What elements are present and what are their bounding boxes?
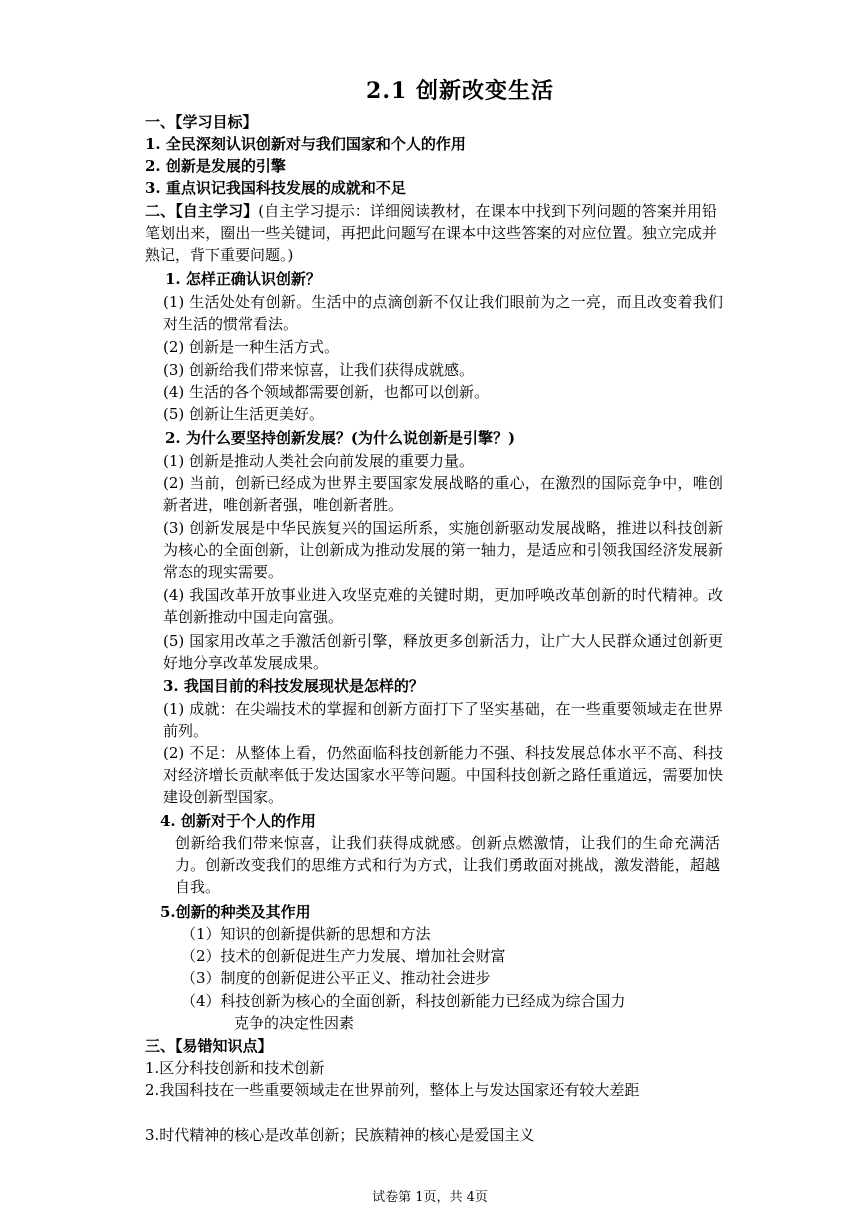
objective-item: 1. 全民深刻认识创新对与我们国家和个人的作用 xyxy=(145,135,466,153)
section-2-block xyxy=(145,200,717,266)
answer-item: (2) 当前，创新已经成为世界主要国家发展战略的重心，在激烈的国际竞争中，唯创新者进，唯创新者强，唯创新者胜。 xyxy=(163,474,723,514)
question-2: 2. 为什么要坚持创新发展？(为什么说创新是引擎？) xyxy=(165,429,516,447)
question-5: 5.创新的种类及其作用 xyxy=(160,903,311,921)
answer-item: （4）科技创新为核心的全面创新，科技创新能力已经成为综合国力 xyxy=(181,992,626,1010)
answer-item: （3）制度的创新促进公平正义、推动社会进步 xyxy=(181,969,491,987)
answer-item: (2) 不足：从整体上看，仍然面临科技创新能力不强、科技发展总体水平不高、科技对经济增长贡献率低于发达国家水平等问题。中国科技创新之路任重道远，需要加快建设创新型国家。 xyxy=(163,744,723,806)
mistake-item: 2.我国科技在一些重要领域走在世界前列，整体上与发达国家还有较大差距 xyxy=(145,1081,640,1099)
answer-item: (4) 生活的各个领域都需要创新，也都可以创新。 xyxy=(163,383,490,401)
answer-item: (1) 创新是推动人类社会向前发展的重要力量。 xyxy=(163,452,475,470)
answer-item: (1) 成就：在尖端技术的掌握和创新方面打下了坚实基础，在一些重要领域走在世界前列。 xyxy=(163,700,723,740)
answer-item: (4) 我国改革开放事业进入攻坚克难的关键时期，更加呼唤改革创新的时代精神。改革创新推动中国走向富强。 xyxy=(163,586,723,626)
answer-item: (3) 创新发展是中华民族复兴的国运所系，实施创新驱动发展战略，推进以科技创新为核心的全面创新，让创新成为推动发展的第一轴力，是适应和引领我国经济发展新常态的现实需要。 xyxy=(163,519,723,581)
answer-text: 创新给我们带来惊喜，让我们获得成就感。创新点燃激情，让我们的生命充满活力。创新改变我们的思维方式和行为方式，让我们勇敢面对挑战，激发潜能，超越自我。 xyxy=(175,834,720,896)
mistake-item: 3.时代精神的核心是改革创新；民族精神的核心是爱国主义 xyxy=(145,1126,535,1144)
answer-item: （2）技术的创新促进生产力发展、增加社会财富 xyxy=(181,947,506,965)
objective-item: 3. 重点识记我国科技发展的成就和不足 xyxy=(145,179,406,197)
answer-item: (2) 创新是一种生活方式。 xyxy=(163,338,340,356)
mistake-item: 1.区分科技创新和技术创新 xyxy=(145,1059,325,1077)
answer-item: (1) 生活处处有创新。生活中的点滴创新不仅让我们眼前为之一亮，而且改变着我们对生活的惯常看法。 xyxy=(163,293,723,333)
section-2-heading: 二、【自主学习】 xyxy=(145,202,259,220)
question-4: 4. 创新对于个人的作用 xyxy=(160,812,316,830)
question-1: 1. 怎样正确认识创新？ xyxy=(165,270,321,288)
page-title: 2.1 创新改变生活 xyxy=(366,78,554,104)
section-3-heading: 三、【易错知识点】 xyxy=(145,1037,273,1055)
question-3: 3. 我国目前的科技发展现状是怎样的？ xyxy=(163,677,424,695)
objective-item: 2. 创新是发展的引擎 xyxy=(145,157,286,175)
answer-item: （1）知识的创新提供新的思想和方法 xyxy=(181,925,431,943)
page-footer: 试卷第 1页，共 4页 xyxy=(372,1190,488,1205)
answer-item: (5) 国家用改革之手激活创新引擎，释放更多创新活力，让广大人民群众通过创新更好地分享改革发展成果。 xyxy=(163,632,723,672)
study-note: (自主学习提示：详细阅读教材，在课本中找到下列问题的答案并用铅笔划出来，圈出一些关键词，再把此问题写在课本中这些答案的对应位置。独立完成并熟记，背下重要问题。) xyxy=(145,202,717,264)
section-1-heading: 一、【学习目标】 xyxy=(145,113,258,131)
answer-item: (3) 创新给我们带来惊喜，让我们获得成就感。 xyxy=(163,361,475,379)
answer-item: (5) 创新让生活更美好。 xyxy=(163,405,325,423)
answer-item-continued: 克争的决定性因素 xyxy=(234,1014,355,1032)
